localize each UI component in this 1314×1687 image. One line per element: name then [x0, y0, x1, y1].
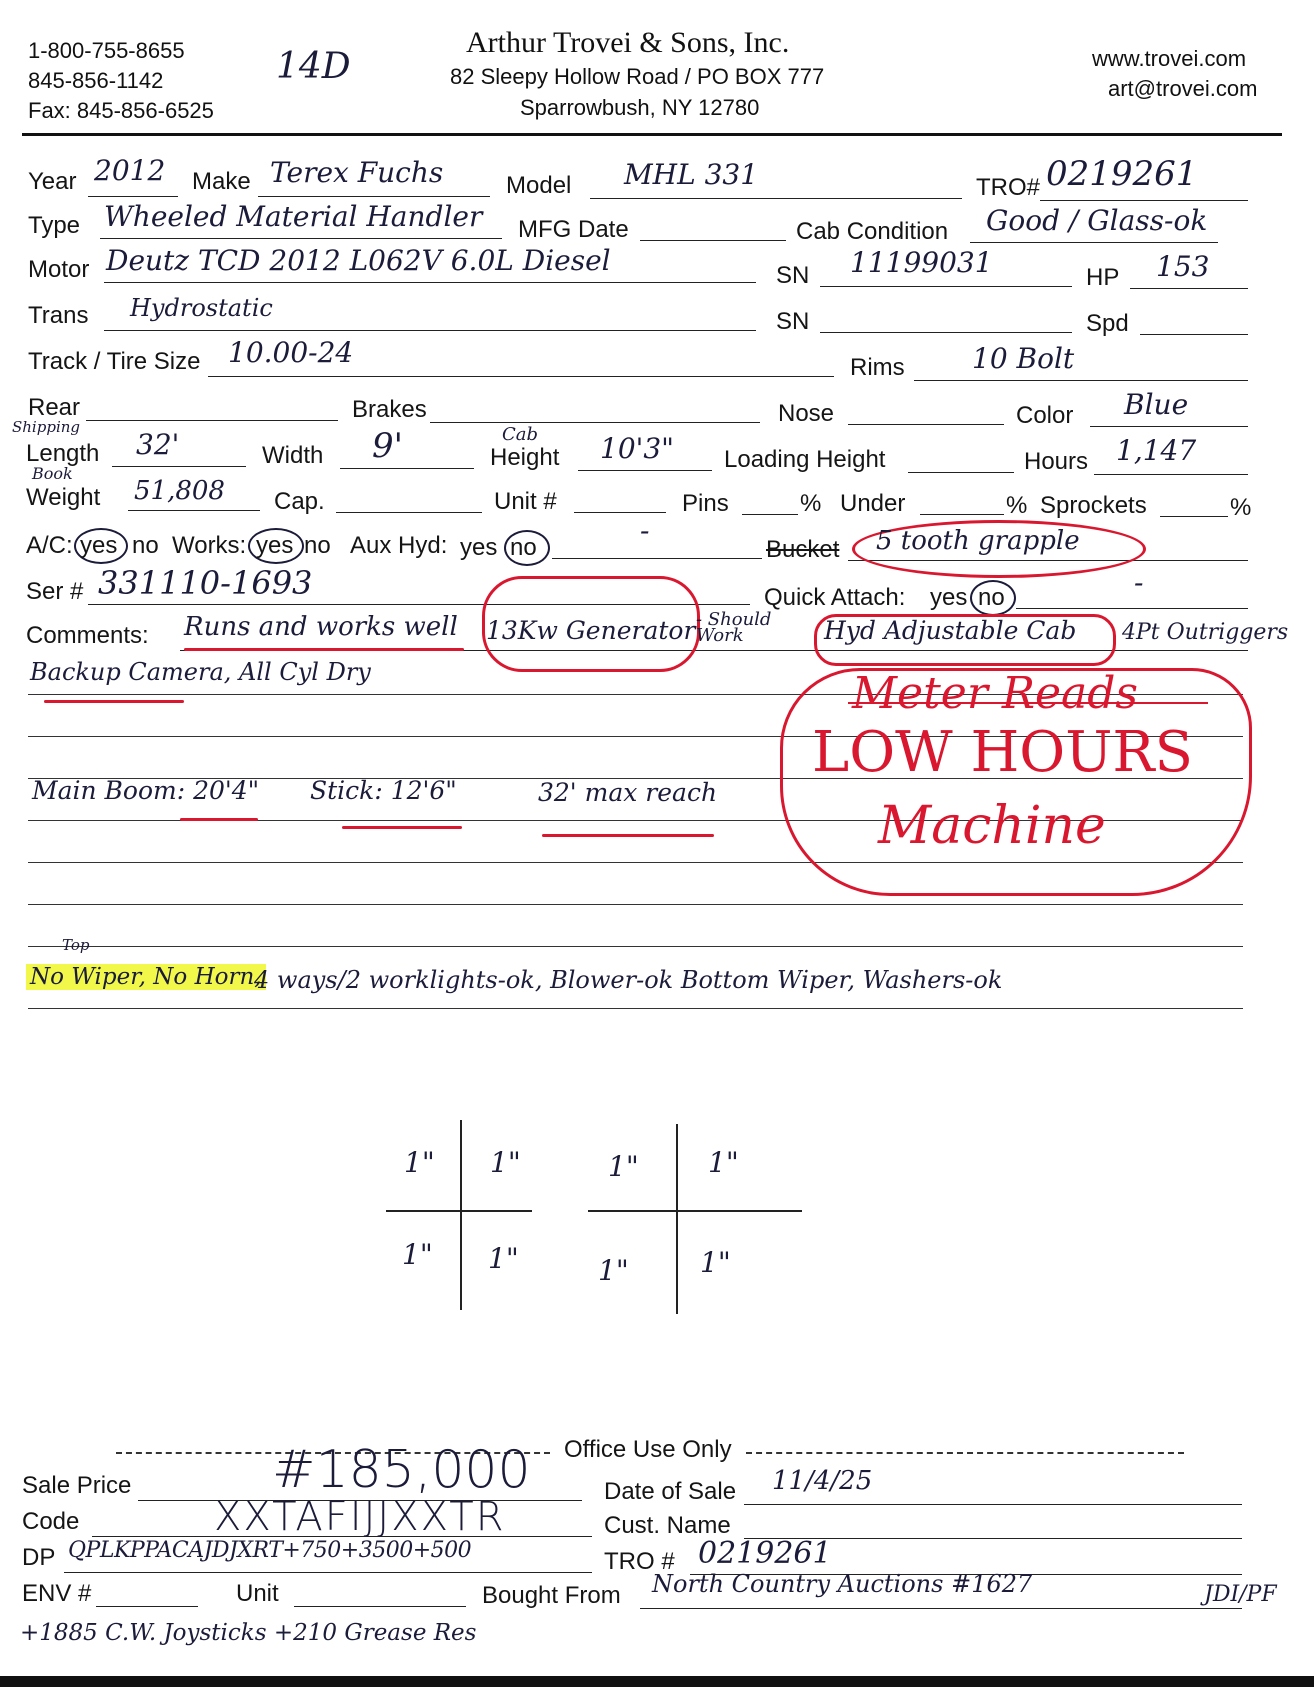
- meter-note-strike: [848, 702, 1208, 704]
- note-top: Top: [62, 936, 90, 954]
- field-line-date-of-sale: [744, 1504, 1242, 1505]
- field-line-unit: [294, 1606, 466, 1607]
- comment-stick: Stick: 12'6": [310, 776, 457, 805]
- comment-highlighted: No Wiper, No Horn,: [26, 964, 266, 990]
- ac-yes[interactable]: yes: [80, 532, 118, 559]
- company-address-line2: Sparrowbush, NY 12780: [520, 95, 760, 120]
- field-line-pins: [742, 514, 798, 515]
- works-yes[interactable]: yes: [256, 532, 294, 559]
- value-rims: 10 Bolt: [972, 342, 1075, 375]
- field-line-model: [590, 198, 962, 199]
- label-hp: HP: [1086, 264, 1120, 291]
- field-line-mfg-date: [640, 240, 786, 241]
- company-website[interactable]: www.trovei.com: [1092, 46, 1247, 71]
- company-email[interactable]: art@trovei.com: [1108, 76, 1258, 101]
- field-line-motor: [104, 282, 756, 283]
- label-works: Works:: [172, 532, 247, 559]
- label-cab-condition: Cab Condition: [796, 218, 949, 245]
- comment-outriggers: 4Pt Outriggers: [1122, 620, 1289, 645]
- label-make: Make: [192, 168, 251, 195]
- field-line-sn-trans: [820, 332, 1072, 333]
- comment-hyd-cab: Hyd Adjustable Cab: [824, 616, 1077, 645]
- comment-max-reach: 32' max reach: [538, 778, 718, 807]
- label-dp: DP: [22, 1544, 56, 1571]
- value-quick-dash: -: [1134, 566, 1144, 599]
- label-mfg-date: MFG Date: [518, 216, 629, 243]
- header-rule: [22, 133, 1282, 136]
- value-make: Terex Fuchs: [270, 156, 444, 189]
- label-hours: Hours: [1024, 448, 1089, 475]
- field-line-color: [1090, 426, 1248, 427]
- label-under: Under: [840, 490, 906, 517]
- field-line-unit-no: [574, 512, 666, 513]
- field-line-dp: [64, 1572, 592, 1573]
- comments-line-9: [28, 1008, 1243, 1009]
- field-line-sprockets: [1160, 516, 1228, 517]
- value-trans: Hydrostatic: [130, 294, 273, 322]
- footer-handwritten-note: +1885 C.W. Joysticks +210 Grease Res: [20, 1620, 477, 1646]
- label-bucket: Bucket: [766, 536, 840, 563]
- value-type: Wheeled Material Handler: [104, 200, 483, 233]
- quick-yes[interactable]: yes: [930, 584, 968, 611]
- comments-line-8: [28, 946, 1243, 947]
- office-use-title: Office Use Only: [564, 1436, 732, 1463]
- works-no[interactable]: no: [304, 532, 331, 559]
- value-sale-price: #185,000: [272, 1440, 531, 1500]
- label-ac: A/C:: [26, 532, 73, 559]
- field-line-make: [258, 196, 490, 197]
- meter-note-line3: Machine: [878, 796, 1106, 856]
- office-dash-right: [746, 1452, 1184, 1454]
- note-book: Book: [32, 464, 73, 483]
- label-year: Year: [28, 168, 77, 195]
- comment-main-boom: Main Boom: 20'4": [32, 776, 260, 805]
- grid-right-vertical: [676, 1124, 678, 1314]
- field-line-spd: [1140, 334, 1248, 335]
- label-bought-from: Bought From: [482, 1582, 621, 1609]
- red-underline-runs: [184, 648, 464, 651]
- field-line-type: [100, 238, 502, 239]
- label-cust-name: Cust. Name: [604, 1512, 731, 1539]
- comment-backup-camera: Backup Camera, All Cyl Dry: [30, 658, 371, 686]
- value-hp: 153: [1156, 250, 1210, 283]
- meter-note-line1: Meter Reads: [852, 668, 1138, 719]
- comments-line-7: [28, 904, 1243, 905]
- label-trans: Trans: [28, 302, 89, 329]
- tread-left-2: 1": [490, 1146, 521, 1179]
- tread-left-3: 1": [402, 1238, 433, 1271]
- handwritten-code: 14D: [276, 46, 351, 87]
- comment-lights: 4 ways/2 worklights-ok, Blower-ok Bottom Wiper, Washers-ok: [254, 966, 1003, 994]
- comment-generator: 13Kw Generator: [486, 616, 696, 645]
- value-dp: QPLKPPACAJDJXRT+750+3500+500: [68, 1538, 472, 1563]
- label-nose: Nose: [778, 400, 835, 427]
- value-height: 10'3": [600, 432, 675, 465]
- field-line-quick-attach: [1016, 608, 1248, 609]
- value-initials: JDI/PF: [1204, 1582, 1277, 1607]
- field-line-nose: [848, 424, 1004, 425]
- company-name: Arthur Trovei & Sons, Inc.: [466, 26, 790, 59]
- field-line-under: [920, 514, 1004, 515]
- label-spd: Spd: [1086, 310, 1129, 337]
- phone-number-2: 845-856-1142: [28, 68, 164, 93]
- red-underline-stick: [342, 826, 462, 829]
- label-tro: TRO#: [976, 174, 1041, 201]
- label-env: ENV #: [22, 1580, 92, 1607]
- value-bucket: 5 tooth grapple: [876, 526, 1080, 556]
- field-line-width: [340, 468, 474, 469]
- value-length: 32': [136, 428, 180, 461]
- label-track-tire-size: Track / Tire Size: [28, 348, 201, 375]
- field-line-rims: [914, 380, 1248, 381]
- label-type: Type: [28, 212, 81, 239]
- label-quick-attach: Quick Attach:: [764, 584, 906, 611]
- tread-left-1: 1": [404, 1146, 435, 1179]
- label-pct-1: %: [800, 490, 822, 517]
- grid-right-horizontal: [588, 1210, 802, 1212]
- value-year: 2012: [94, 154, 166, 187]
- red-underline-boom: [180, 818, 258, 821]
- value-width: 9': [372, 426, 403, 466]
- tread-right-2: 1": [708, 1146, 739, 1179]
- label-width: Width: [262, 442, 324, 469]
- label-sn-trans: SN: [776, 308, 810, 335]
- field-line-tro: [1040, 200, 1248, 201]
- label-tro-office: TRO #: [604, 1548, 675, 1575]
- company-address-line1: 82 Sleepy Hollow Road / PO BOX 777: [450, 64, 825, 89]
- field-line-env: [96, 1606, 198, 1607]
- label-aux-hyd: Aux Hyd:: [350, 532, 448, 559]
- label-pins: Pins: [682, 490, 729, 517]
- tread-right-4: 1": [700, 1246, 731, 1279]
- red-underline-camera: [44, 700, 184, 703]
- value-bought-from: North Country Auctions #1627: [652, 1570, 1033, 1598]
- tread-right-3: 1": [598, 1254, 629, 1287]
- label-model: Model: [506, 172, 572, 199]
- comment-should-work: - Should Work: [696, 609, 772, 646]
- field-line-sn-motor: [820, 286, 1072, 287]
- value-model: MHL 331: [624, 158, 759, 191]
- label-date-of-sale: Date of Sale: [604, 1478, 737, 1505]
- field-line-year: [88, 196, 178, 197]
- value-tro: 0219261: [1046, 154, 1198, 194]
- label-rims: Rims: [850, 354, 905, 381]
- field-line-cap: [336, 512, 482, 513]
- value-motor: Deutz TCD 2012 L062V 6.0L Diesel: [106, 244, 611, 277]
- label-height: Height: [490, 444, 560, 471]
- label-unit-no: Unit #: [494, 488, 557, 515]
- label-brakes: Brakes: [352, 396, 427, 423]
- field-line-hours: [1094, 474, 1248, 475]
- field-line-length: [112, 466, 246, 467]
- red-underline-reach: [542, 834, 714, 837]
- note-cab: Cab: [502, 424, 539, 445]
- field-line-trans: [104, 330, 756, 331]
- value-cab-condition: Good / Glass-ok: [986, 204, 1208, 237]
- field-line-rear: [86, 420, 338, 421]
- value-sn-motor: 11199031: [850, 246, 993, 279]
- label-unit: Unit: [236, 1580, 279, 1607]
- value-ser: 331110-1693: [98, 564, 313, 602]
- label-pct-3: %: [1230, 494, 1252, 521]
- value-code: XXTAFIJJXXTR: [214, 1494, 506, 1540]
- ac-no[interactable]: no: [132, 532, 159, 559]
- value-color: Blue: [1124, 388, 1189, 421]
- label-color: Color: [1016, 402, 1074, 429]
- label-sn-motor: SN: [776, 262, 810, 289]
- field-line-loading-height: [908, 472, 1014, 473]
- phone-number-1: 1-800-755-8655: [28, 38, 185, 63]
- grid-left-vertical: [460, 1120, 462, 1310]
- label-code: Code: [22, 1508, 80, 1535]
- value-date-of-sale: 11/4/25: [772, 1466, 873, 1496]
- label-cap: Cap.: [274, 488, 325, 515]
- value-tro-office: 0219261: [698, 1536, 832, 1571]
- scan-bottom-edge: [0, 1676, 1314, 1687]
- field-line-bought-from: [640, 1608, 1242, 1609]
- label-pct-2: %: [1006, 492, 1028, 519]
- quick-no[interactable]: no: [978, 584, 1005, 611]
- field-line-track-tire: [208, 376, 834, 377]
- value-aux-dash: -: [640, 514, 650, 547]
- tread-right-1: 1": [608, 1150, 639, 1183]
- field-line-height: [578, 470, 712, 471]
- label-sprockets: Sprockets: [1040, 492, 1147, 519]
- aux-yes[interactable]: yes: [460, 534, 498, 561]
- label-rear: Rear: [28, 394, 81, 421]
- field-line-aux-hyd: [552, 558, 762, 559]
- grid-left-horizontal: [386, 1210, 532, 1212]
- label-sale-price: Sale Price: [22, 1472, 132, 1499]
- label-weight: Weight: [26, 484, 101, 511]
- fax-number: Fax: 845-856-6525: [28, 98, 214, 123]
- label-ser: Ser #: [26, 578, 84, 605]
- label-loading-height: Loading Height: [724, 446, 886, 473]
- value-track-tire: 10.00-24: [228, 336, 354, 369]
- comment-runs-works: Runs and works well: [184, 612, 458, 642]
- field-line-weight: [128, 510, 260, 511]
- aux-no[interactable]: no: [510, 534, 537, 561]
- tread-left-4: 1": [488, 1242, 519, 1275]
- label-motor: Motor: [28, 256, 90, 283]
- meter-note-line2: LOW HOURS: [812, 720, 1193, 785]
- value-weight: 51,808: [134, 476, 225, 506]
- label-length: Length: [26, 440, 100, 467]
- label-comments: Comments:: [26, 622, 149, 649]
- field-line-brakes: [430, 422, 760, 423]
- field-line-hp: [1130, 288, 1248, 289]
- value-hours: 1,147: [1116, 434, 1197, 467]
- note-shipping: Shipping: [12, 418, 80, 436]
- field-line-cab-condition: [970, 242, 1218, 243]
